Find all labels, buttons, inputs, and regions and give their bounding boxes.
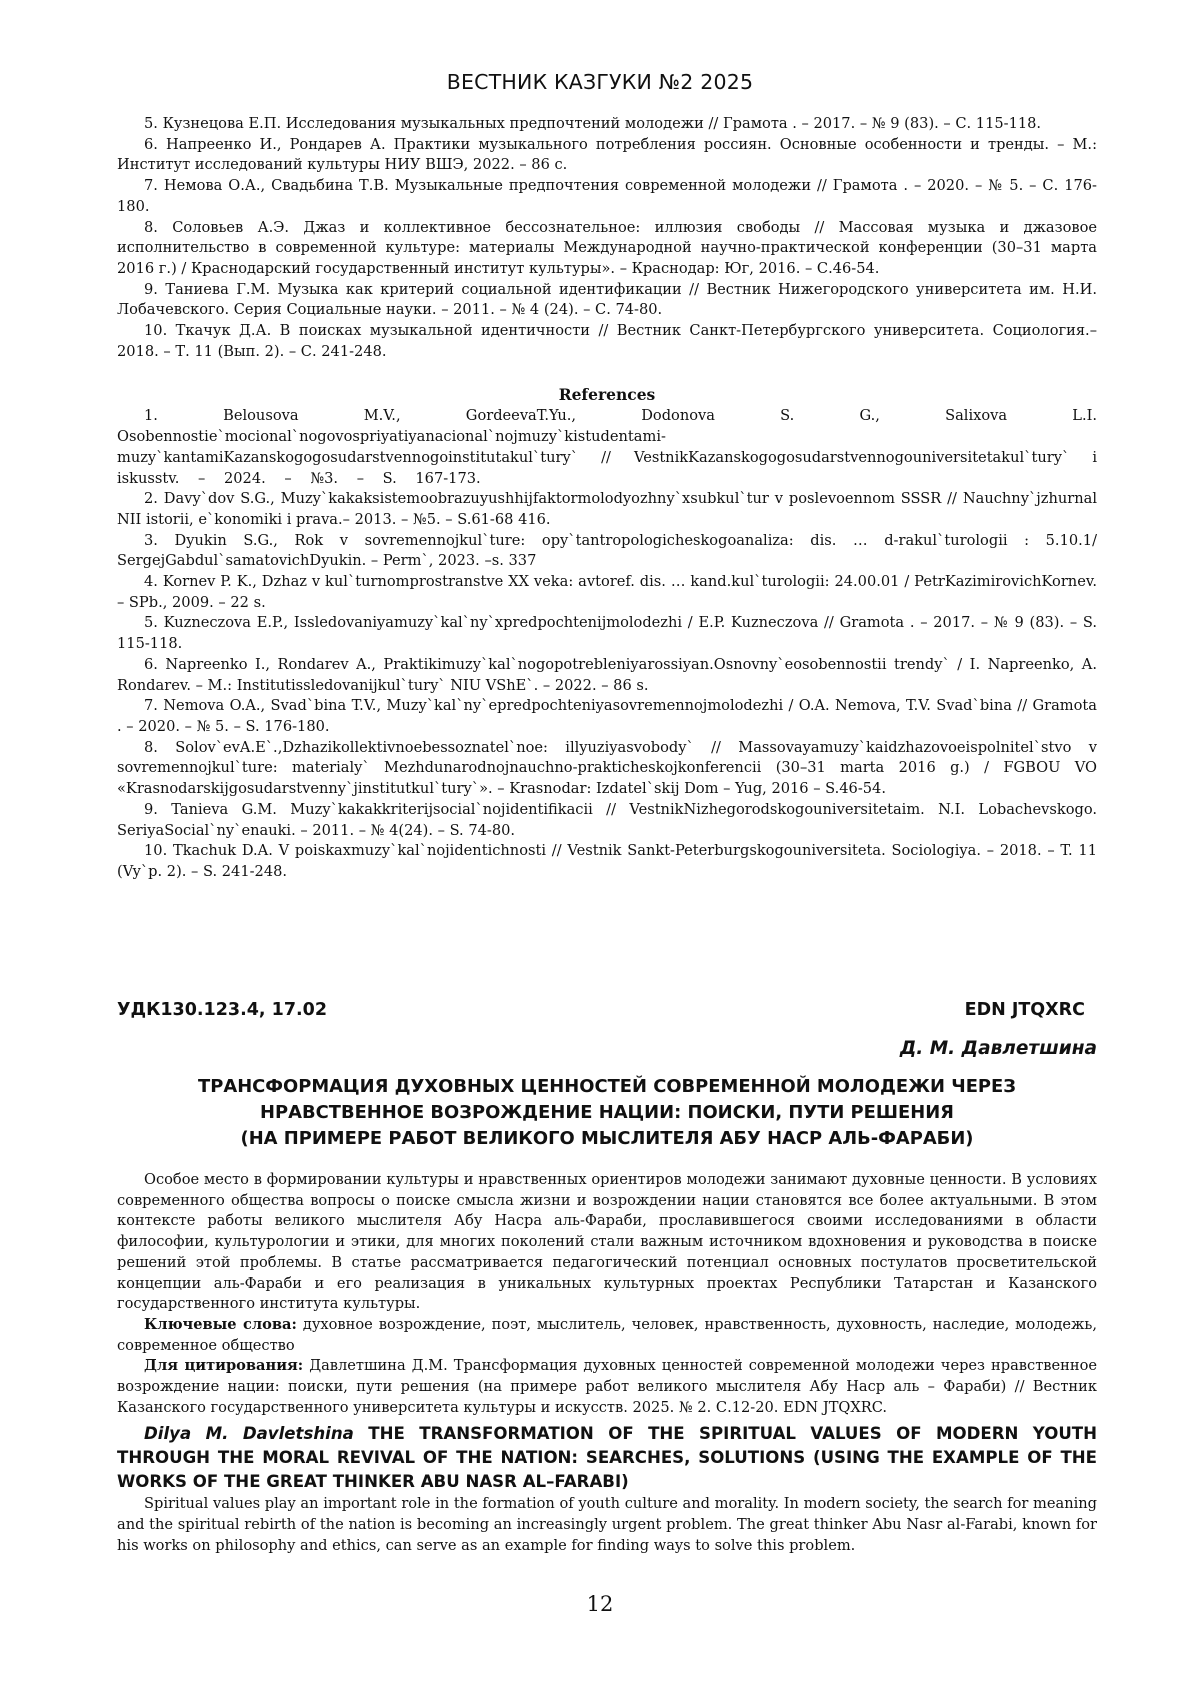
latin-ref-3: 3. Dyukin S.G., Rok v sovremennojkul`ture: opy`tantropologicheskogoanaliza: dis. … d-rakul`turologii : 5.10.1/ SergejGabdul`samatovichDyukin. – Perm`, 2023. –s. 337	[117, 531, 1097, 570]
citation-label: Для цитирования:	[144, 1357, 304, 1375]
title-line-2: НРАВСТВЕННОЕ ВОЗРОЖДЕНИЕ НАЦИИ: ПОИСКИ, ПУТИ РЕШЕНИЯ	[260, 1102, 954, 1123]
ru-ref-6: 6. Напреенко И., Рондарев А. Практики музыкального потребления россиян. Основные особенности и тренды. – М.: Институт исследований культуры НИУ ВШЭ, 2022. – 86 с.	[117, 135, 1097, 174]
english-title-text: THE TRANSFORMATION OF THE SPIRITUAL VALUES OF MODERN YOUTH THROUGH THE MORAL REVIVAL OF THE NATION: SEARCHES, SOLUTIONS (USING THE EXAMPLE OF THE WORKS OF THE GREAT THINKER ABU NASR AL–FARABI)	[117, 1424, 1097, 1492]
english-title	[117, 1422, 1097, 1494]
citation	[117, 1356, 1097, 1418]
ru-ref-5: 5. Кузнецова Е.П. Исследования музыкальных предпочтений молодежи // Грамота . – 2017. – № 9 (83). – С. 115-118.	[144, 115, 1042, 132]
ru-ref-8: 8. Соловьев А.Э. Джаз и коллективное бессознательное: иллюзия свободы // Массовая музыка и джазовое исполнительство в современной культуре: материалы Международной научно-практической конференции (30–31 марта 2016 г.) / Краснодарский государственный институт культуры». – Краснодар: Юг, 2016. – С.46-54.	[117, 218, 1097, 277]
keywords	[117, 1315, 1097, 1356]
edn-code: EDN JTQXRC	[964, 1000, 1085, 1020]
title-line-3: (НА ПРИМЕРЕ РАБОТ ВЕЛИКОГО МЫСЛИТЕЛЯ АБУ НАСР АЛЬ-ФАРАБИ)	[240, 1128, 974, 1149]
title-line-1: ТРАНСФОРМАЦИЯ ДУХОВНЫХ ЦЕННОСТЕЙ СОВРЕМЕННОЙ МОЛОДЕЖИ ЧЕРЕЗ	[198, 1076, 1016, 1097]
abstract-ru: Особое место в формировании культуры и нравственных ориентиров молодежи занимают духовные ценности. В условиях современного общества вопросы о поиске смысла жизни и возрождении нации становятся все более актуальными. В этом контексте работы великого мыслителя Абу Насра аль-Фараби, прославившегося своими исследованиями в области философии, культурологии и этики, для многих поколений стали важным источником вдохновения и руководства в поиске решений этой проблемы. В статье рассматривается педагогический потенциал основных постулатов просветительской концепции аль-Фараби и его реализация в уникальных культурных проектах Республики Татарстан и Казанского государственного института культуры.	[117, 1171, 1097, 1313]
article-author: Д. М. Давлетшина	[899, 1038, 1097, 1059]
abstract-en: Spiritual values play an important role in the formation of youth culture and morality. In modern society, the search for meaning and the spiritual rebirth of the nation is becoming an increasingly urgent problem. The great thinker Abu Nasr al-Farabi, known for his works on philosophy and ethics, can serve as an example for finding ways to solve this problem.	[117, 1495, 1097, 1554]
article-front-matter	[117, 1170, 1097, 1557]
latin-ref-5: 5. Kuzneczova E.P., Issledovaniyamuzy`kal`ny`xpredpochtenijmolodezhi / E.P. Kuzneczova // Gramota . – 2017. – № 9 (83). – S. 115-118.	[117, 614, 1097, 653]
latin-ref-6: 6. Napreenko I., Rondarev A., Praktikimuzy`kal`nogopotrebleniyarossiyan.Osnovny`eosobennostii trendy` / I. Napreenko, A. Rondarev. – M.: Institutissledovanijkul`tury` NIU VShE`. – 2022. – 86 s.	[117, 655, 1097, 694]
references-section	[117, 114, 1097, 883]
ru-ref-9: 9. Таниева Г.М. Музыка как критерий социальной идентификации // Вестник Нижегородского университета им. Н.И. Лобачевского. Серия Социальные науки. – 2011. – № 4 (24). – С. 74-80.	[117, 280, 1097, 319]
udk-code: УДК130.123.4, 17.02	[117, 1000, 328, 1020]
article-title	[117, 1074, 1097, 1152]
latin-ref-7: 7. Nemova O.A., Svad`bina T.V., Muzy`kal`ny`epredpochteniyasovremennojmolodezhi / O.A. Nemova, T.V. Svad`bina // Gramota . – 2020. – № 5. – S. 176-180.	[117, 697, 1097, 735]
page-number: 12	[586, 1592, 614, 1616]
latin-ref-10: 10. Tkachuk D.A. V poiskaxmuzy`kal`nojidentichnosti // Vestnik Sankt-Peterburgskogouniversiteta. Sociologiya. – 2018. – T. 11 (Vy`p. 2). – S. 241-248.	[117, 842, 1097, 880]
article-bibliographic-line	[117, 1000, 1097, 1030]
ru-ref-10: 10. Ткачук Д.А. В поисках музыкальной идентичности // Вестник Санкт-Петербургского университета. Социология.– 2018. – Т. 11 (Вып. 2). – С. 241-248.	[117, 322, 1097, 360]
keywords-label: Ключевые слова:	[144, 1315, 297, 1333]
latin-ref-4: 4. Kornev P. K., Dzhaz v kul`turnomprostranstve XX veka: avtoref. dis. … kand.kul`turologii: 24.00.01 / PetrKazimirovichKornev. – SPb., 2009. – 22 s.	[117, 573, 1097, 611]
latin-ref-2: 2. Davy`dov S.G., Muzy`kakaksistemoobrazuyushhijfaktormolodyozhny`xsubkul`tur v poslevoennom SSSR // Nauchny`jzhurnal NII istorii, e`konomiki i prava.– 2013. – №5. – S.61-68 416.	[117, 490, 1097, 528]
latin-ref-1: 1. Belousova M.V., GordeevaT.Yu., Dodonova S. G., Salixova L.I. Osobennostie`mocional`nogovospriyatiyanacional`nojmuzy`kistudentami-muzy`kantamiKazanskogogosudarstvennogoinstitutakul`tury` // VestnikKazanskogogosudarstvennogouniversitetakul`tury` i iskusstv. – 2024. – №3. – S. 167-173.	[117, 407, 1097, 487]
latin-ref-8: 8. Solov`evA.E`.,Dzhazikollektivnoebessoznatel`noe: illyuziyasvobody` // Massovayamuzy`kaidzhazovoeispolnitel`stvo v sovremennojkul`ture: materialy` Mezhdunarodnojnauchno-prakticheskojkonferencii (30–31 marta 2016 g.) / FGBOU VO «Krasnodarskijgosudarstvenny`jinstitutkul`tury`». – Krasnodar: Izdatel`skij Dom – Yug, 2016 – S.46-54.	[117, 738, 1097, 798]
ru-ref-7: 7. Немова О.А., Свадьбина Т.В. Музыкальные предпочтения современной молодежи // Грамота . – 2020. – № 5. – С. 176-180.	[117, 177, 1097, 215]
running-header: ВЕСТНИК КАЗГУКИ №2 2025	[446, 70, 754, 94]
references-heading: References	[558, 385, 656, 405]
english-author: Dilya M. Davletshina	[144, 1424, 354, 1444]
keywords-text: духовное возрождение, поэт, мыслитель, человек, нравственность, духовность, наследие, молодежь, современное общество	[117, 1315, 1098, 1354]
latin-ref-9: 9. Tanieva G.M. Muzy`kakakkriterijsocial`nojidentifikacii // VestnikNizhegorodskogouniversitetaim. N.I. Lobachevskogo. SeriyaSocial`ny`enauki. – 2011. – № 4(24). – S. 74-80.	[117, 800, 1097, 839]
citation-text: Давлетшина Д.М. Трансформация духовных ценностей современной молодежи через нравственное возрождение нации: поиски, пути решения (на примере работ великого мыслителя Абу Наср аль – Фараби) // Вестник Казанского государственного университета культуры и искусств. 2025. № 2. С.12-20. EDN JTQXRC.	[117, 1357, 1097, 1416]
